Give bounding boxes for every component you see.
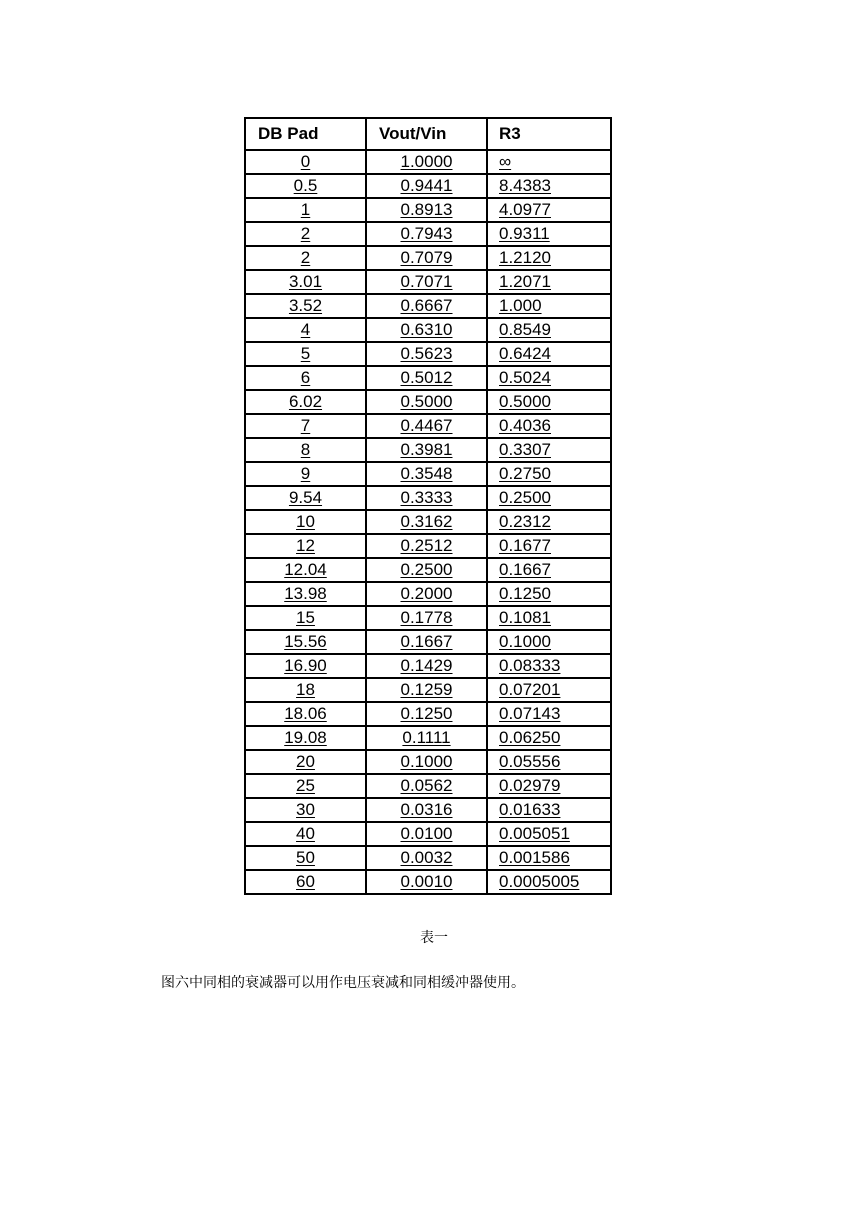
cell-r3 xyxy=(487,438,611,462)
cell-value: 0.3981 xyxy=(400,440,453,459)
cell-value: 0.4467 xyxy=(400,416,453,435)
cell-vout-vin xyxy=(366,486,487,510)
cell-value: 0.1429 xyxy=(400,656,453,675)
cell-db-pad xyxy=(245,702,366,726)
cell-db-pad xyxy=(245,174,366,198)
table-row xyxy=(245,270,611,294)
header-db-pad: DB Pad xyxy=(245,118,366,150)
table-row xyxy=(245,582,611,606)
cell-db-pad xyxy=(245,222,366,246)
table-row xyxy=(245,846,611,870)
cell-value: 0.1667 xyxy=(400,632,453,651)
cell-value: 15.56 xyxy=(284,632,327,651)
table-row xyxy=(245,750,611,774)
cell-value: 16.90 xyxy=(284,656,327,675)
cell-value: 19.08 xyxy=(284,728,327,747)
table-row xyxy=(245,462,611,486)
cell-value: 8 xyxy=(300,440,311,459)
cell-vout-vin xyxy=(366,174,487,198)
cell-vout-vin xyxy=(366,222,487,246)
cell-vout-vin xyxy=(366,318,487,342)
cell-value: 0.6424 xyxy=(499,344,551,363)
cell-vout-vin xyxy=(366,342,487,366)
table-row xyxy=(245,246,611,270)
cell-r3 xyxy=(487,486,611,510)
cell-r3 xyxy=(487,750,611,774)
cell-vout-vin xyxy=(366,798,487,822)
cell-value: 30 xyxy=(296,800,315,819)
cell-db-pad xyxy=(245,390,366,414)
table-row xyxy=(245,510,611,534)
cell-r3 xyxy=(487,702,611,726)
cell-value: 0.5000 xyxy=(400,392,453,411)
table-row xyxy=(245,318,611,342)
table-row xyxy=(245,366,611,390)
cell-value: 0.8549 xyxy=(499,320,551,339)
cell-value: 0.0100 xyxy=(400,824,453,843)
cell-value: 0 xyxy=(300,152,311,171)
cell-vout-vin xyxy=(366,822,487,846)
cell-db-pad xyxy=(245,798,366,822)
cell-db-pad xyxy=(245,726,366,750)
table-row xyxy=(245,558,611,582)
cell-db-pad xyxy=(245,438,366,462)
cell-value: 1.2071 xyxy=(499,272,551,291)
cell-value: 20 xyxy=(296,752,315,771)
cell-db-pad xyxy=(245,534,366,558)
cell-value: 9.54 xyxy=(288,488,323,507)
cell-r3 xyxy=(487,606,611,630)
cell-value: 0.2500 xyxy=(400,560,453,579)
cell-value: 0.5012 xyxy=(400,368,453,387)
cell-value: 0.1250 xyxy=(499,584,551,603)
cell-db-pad xyxy=(245,246,366,270)
cell-db-pad xyxy=(245,606,366,630)
cell-value: 8.4383 xyxy=(499,176,551,195)
cell-value: 0.6667 xyxy=(400,296,453,315)
cell-db-pad xyxy=(245,198,366,222)
cell-r3 xyxy=(487,846,611,870)
table-row xyxy=(245,630,611,654)
table-row xyxy=(245,222,611,246)
body-paragraph: 图六中同相的衰减器可以用作电压衰减和同相缓冲器使用。 xyxy=(161,975,525,991)
cell-r3 xyxy=(487,870,611,894)
cell-vout-vin xyxy=(366,390,487,414)
cell-vout-vin xyxy=(366,750,487,774)
cell-value: 12.04 xyxy=(284,560,327,579)
cell-db-pad xyxy=(245,366,366,390)
cell-value: 0.005051 xyxy=(499,824,570,843)
cell-value: 0.001586 xyxy=(499,848,570,867)
cell-db-pad xyxy=(245,846,366,870)
cell-value: 0.5000 xyxy=(499,392,551,411)
cell-vout-vin xyxy=(366,414,487,438)
table-caption: 表一 xyxy=(420,930,448,946)
cell-db-pad xyxy=(245,414,366,438)
cell-value: ∞ xyxy=(499,152,512,171)
cell-value: 0.6310 xyxy=(400,320,453,339)
cell-db-pad xyxy=(245,462,366,486)
cell-value: 0.01633 xyxy=(499,800,561,819)
cell-value: 0.9441 xyxy=(400,176,453,195)
table-body xyxy=(245,150,611,894)
table-row xyxy=(245,654,611,678)
cell-vout-vin xyxy=(366,654,487,678)
cell-value: 0.0005005 xyxy=(499,872,580,891)
cell-vout-vin xyxy=(366,558,487,582)
cell-db-pad xyxy=(245,822,366,846)
cell-r3 xyxy=(487,246,611,270)
cell-vout-vin xyxy=(366,678,487,702)
cell-r3 xyxy=(487,222,611,246)
cell-vout-vin xyxy=(366,870,487,894)
cell-value: 4 xyxy=(300,320,311,339)
cell-value: 25 xyxy=(296,776,315,795)
cell-value: 0.2750 xyxy=(499,464,551,483)
cell-value: 4.0977 xyxy=(499,200,551,219)
cell-db-pad xyxy=(245,318,366,342)
cell-value: 0.1250 xyxy=(400,704,453,723)
cell-value: 0.07201 xyxy=(499,680,561,699)
cell-value: 40 xyxy=(296,824,315,843)
table-header-row xyxy=(245,118,611,150)
cell-value: 50 xyxy=(296,848,315,867)
cell-r3 xyxy=(487,174,611,198)
cell-db-pad xyxy=(245,630,366,654)
cell-value: 1.000 xyxy=(499,296,542,315)
cell-r3 xyxy=(487,150,611,174)
table-row xyxy=(245,294,611,318)
cell-value: 0.5 xyxy=(293,176,318,195)
cell-value: 60 xyxy=(296,872,315,891)
cell-value: 7 xyxy=(300,416,311,435)
cell-vout-vin xyxy=(366,150,487,174)
cell-value: 0.1778 xyxy=(400,608,453,627)
cell-db-pad xyxy=(245,270,366,294)
table-row xyxy=(245,174,611,198)
cell-value: 0.8913 xyxy=(400,200,453,219)
cell-value: 0.1677 xyxy=(499,536,551,555)
cell-db-pad xyxy=(245,582,366,606)
table-row xyxy=(245,726,611,750)
cell-value: 3.01 xyxy=(288,272,323,291)
cell-vout-vin xyxy=(366,534,487,558)
cell-value: 15 xyxy=(296,608,315,627)
cell-vout-vin xyxy=(366,726,487,750)
table-row xyxy=(245,774,611,798)
table-row xyxy=(245,870,611,894)
cell-value: 6.02 xyxy=(288,392,323,411)
cell-value: 0.1081 xyxy=(499,608,551,627)
header-vout-vin: Vout/Vin xyxy=(366,118,487,150)
cell-r3 xyxy=(487,678,611,702)
cell-value: 0.4036 xyxy=(499,416,551,435)
cell-value: 0.1259 xyxy=(400,680,453,699)
cell-r3 xyxy=(487,510,611,534)
cell-vout-vin xyxy=(366,630,487,654)
cell-r3 xyxy=(487,294,611,318)
cell-value: 0.1111 xyxy=(402,728,451,747)
cell-vout-vin xyxy=(366,270,487,294)
cell-value: 0.1667 xyxy=(499,560,551,579)
cell-value: 0.3333 xyxy=(400,488,453,507)
cell-r3 xyxy=(487,198,611,222)
cell-r3 xyxy=(487,726,611,750)
cell-r3 xyxy=(487,342,611,366)
cell-vout-vin xyxy=(366,294,487,318)
cell-vout-vin xyxy=(366,246,487,270)
cell-vout-vin xyxy=(366,582,487,606)
table-row xyxy=(245,150,611,174)
cell-db-pad xyxy=(245,750,366,774)
cell-value: 0.3307 xyxy=(499,440,551,459)
cell-r3 xyxy=(487,534,611,558)
cell-value: 0.7079 xyxy=(400,248,453,267)
cell-vout-vin xyxy=(366,846,487,870)
cell-value: 3.52 xyxy=(288,296,323,315)
cell-value: 0.2512 xyxy=(400,536,453,555)
cell-r3 xyxy=(487,582,611,606)
table-row xyxy=(245,438,611,462)
cell-vout-vin xyxy=(366,774,487,798)
table-row xyxy=(245,534,611,558)
cell-value: 0.0010 xyxy=(400,872,453,891)
table-row xyxy=(245,414,611,438)
cell-value: 0.0562 xyxy=(400,776,453,795)
cell-value: 12 xyxy=(296,536,315,555)
cell-value: 0.0316 xyxy=(400,800,453,819)
cell-value: 0.2000 xyxy=(400,584,453,603)
cell-r3 xyxy=(487,462,611,486)
table-row xyxy=(245,342,611,366)
cell-r3 xyxy=(487,822,611,846)
cell-value: 5 xyxy=(300,344,311,363)
table-row xyxy=(245,822,611,846)
cell-db-pad xyxy=(245,678,366,702)
cell-r3 xyxy=(487,270,611,294)
cell-value: 0.02979 xyxy=(499,776,561,795)
cell-value: 2 xyxy=(300,248,311,267)
header-r3: R3 xyxy=(487,118,611,150)
cell-vout-vin xyxy=(366,198,487,222)
cell-r3 xyxy=(487,630,611,654)
db-pad-table xyxy=(244,117,612,895)
cell-vout-vin xyxy=(366,366,487,390)
table-row xyxy=(245,606,611,630)
table-row xyxy=(245,486,611,510)
cell-value: 10 xyxy=(296,512,315,531)
cell-value: 0.1000 xyxy=(499,632,551,651)
cell-value: 0.7071 xyxy=(400,272,453,291)
cell-value: 0.1000 xyxy=(400,752,453,771)
table-row xyxy=(245,678,611,702)
cell-db-pad xyxy=(245,150,366,174)
cell-db-pad xyxy=(245,654,366,678)
cell-r3 xyxy=(487,414,611,438)
cell-db-pad xyxy=(245,342,366,366)
cell-vout-vin xyxy=(366,510,487,534)
cell-value: 0.5623 xyxy=(400,344,453,363)
cell-vout-vin xyxy=(366,438,487,462)
cell-r3 xyxy=(487,390,611,414)
cell-value: 9 xyxy=(300,464,311,483)
cell-value: 0.2312 xyxy=(499,512,551,531)
cell-value: 1.0000 xyxy=(400,152,453,171)
cell-value: 0.05556 xyxy=(499,752,561,771)
cell-value: 0.0032 xyxy=(400,848,453,867)
cell-value: 0.7943 xyxy=(400,224,453,243)
cell-db-pad xyxy=(245,870,366,894)
cell-value: 1.2120 xyxy=(499,248,551,267)
cell-value: 0.06250 xyxy=(499,728,561,747)
cell-db-pad xyxy=(245,774,366,798)
cell-value: 0.3548 xyxy=(400,464,453,483)
cell-vout-vin xyxy=(366,462,487,486)
cell-value: 2 xyxy=(300,224,311,243)
table-row xyxy=(245,702,611,726)
cell-value: 13.98 xyxy=(284,584,327,603)
attenuator-table-container xyxy=(244,117,612,895)
cell-r3 xyxy=(487,774,611,798)
cell-r3 xyxy=(487,654,611,678)
table-row xyxy=(245,390,611,414)
cell-db-pad xyxy=(245,510,366,534)
cell-value: 0.9311 xyxy=(499,224,550,243)
cell-value: 0.08333 xyxy=(499,656,561,675)
cell-db-pad xyxy=(245,558,366,582)
cell-vout-vin xyxy=(366,702,487,726)
cell-value: 18.06 xyxy=(284,704,327,723)
cell-r3 xyxy=(487,558,611,582)
cell-value: 1 xyxy=(300,200,311,219)
cell-value: 6 xyxy=(300,368,311,387)
table-row xyxy=(245,198,611,222)
cell-value: 18 xyxy=(296,680,315,699)
cell-value: 0.5024 xyxy=(499,368,551,387)
cell-value: 0.3162 xyxy=(400,512,453,531)
table-row xyxy=(245,798,611,822)
cell-r3 xyxy=(487,318,611,342)
cell-db-pad xyxy=(245,486,366,510)
cell-r3 xyxy=(487,798,611,822)
cell-vout-vin xyxy=(366,606,487,630)
cell-r3 xyxy=(487,366,611,390)
cell-value: 0.2500 xyxy=(499,488,551,507)
cell-value: 0.07143 xyxy=(499,704,561,723)
cell-db-pad xyxy=(245,294,366,318)
